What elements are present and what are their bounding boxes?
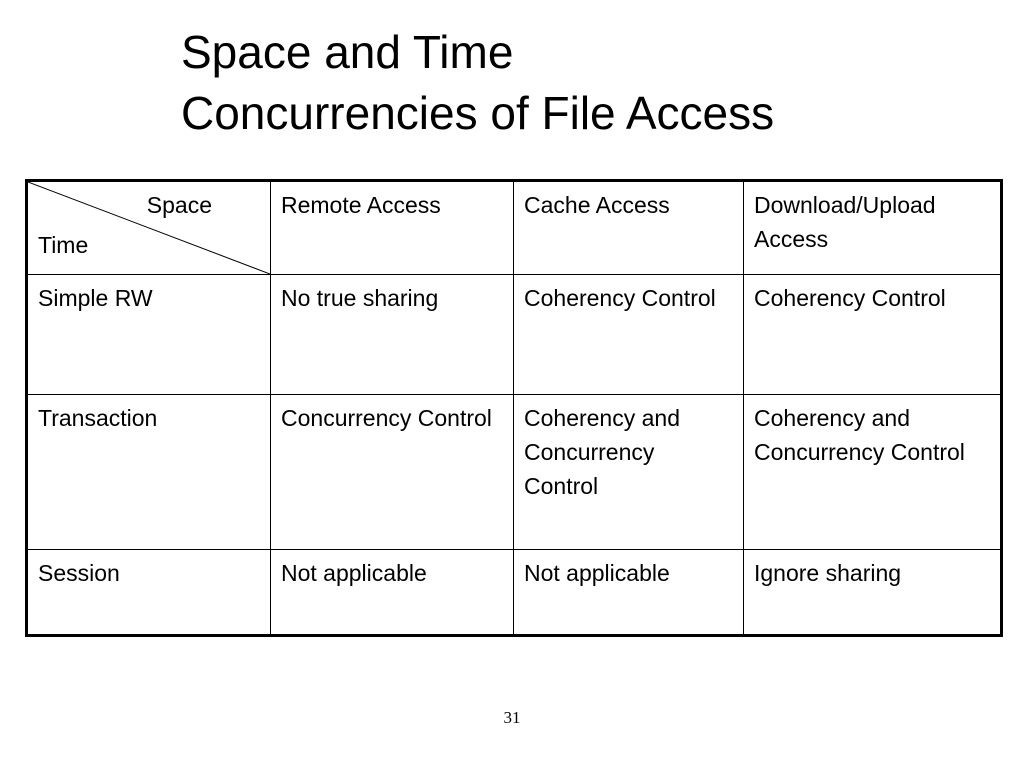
table-cell: Coherency Control — [514, 275, 744, 395]
row-label: Session — [27, 550, 271, 636]
table-cell: No true sharing — [271, 275, 514, 395]
table-cell: Concurrency Control — [271, 395, 514, 550]
table-header-row — [27, 181, 1002, 275]
table-cell: Ignore sharing — [744, 550, 1002, 636]
table-cell: Coherency and Concurrency Control — [744, 395, 1002, 550]
table-row — [27, 395, 1002, 550]
row-label: Transaction — [27, 395, 271, 550]
table-cell: Not applicable — [514, 550, 744, 636]
title-line-1: Space and Time — [181, 26, 514, 78]
corner-space-label: Space — [146, 192, 212, 218]
column-header: Download/Upload Access — [744, 181, 1002, 275]
title-line-2: Concurrencies of File Access — [181, 87, 775, 139]
column-header: Cache Access — [514, 181, 744, 275]
table-row — [27, 275, 1002, 395]
table-cell: Coherency Control — [744, 275, 1002, 395]
corner-time-label: Time — [38, 232, 89, 258]
page-number: 31 — [503, 708, 521, 727]
concurrency-matrix-table — [25, 179, 1003, 637]
table-row — [27, 550, 1002, 636]
corner-cell — [27, 181, 271, 275]
row-label: Simple RW — [27, 275, 271, 395]
slide-title — [181, 22, 774, 144]
table-cell: Coherency and Concurrency Control — [514, 395, 744, 550]
column-header: Remote Access — [271, 181, 514, 275]
table-cell: Not applicable — [271, 550, 514, 636]
